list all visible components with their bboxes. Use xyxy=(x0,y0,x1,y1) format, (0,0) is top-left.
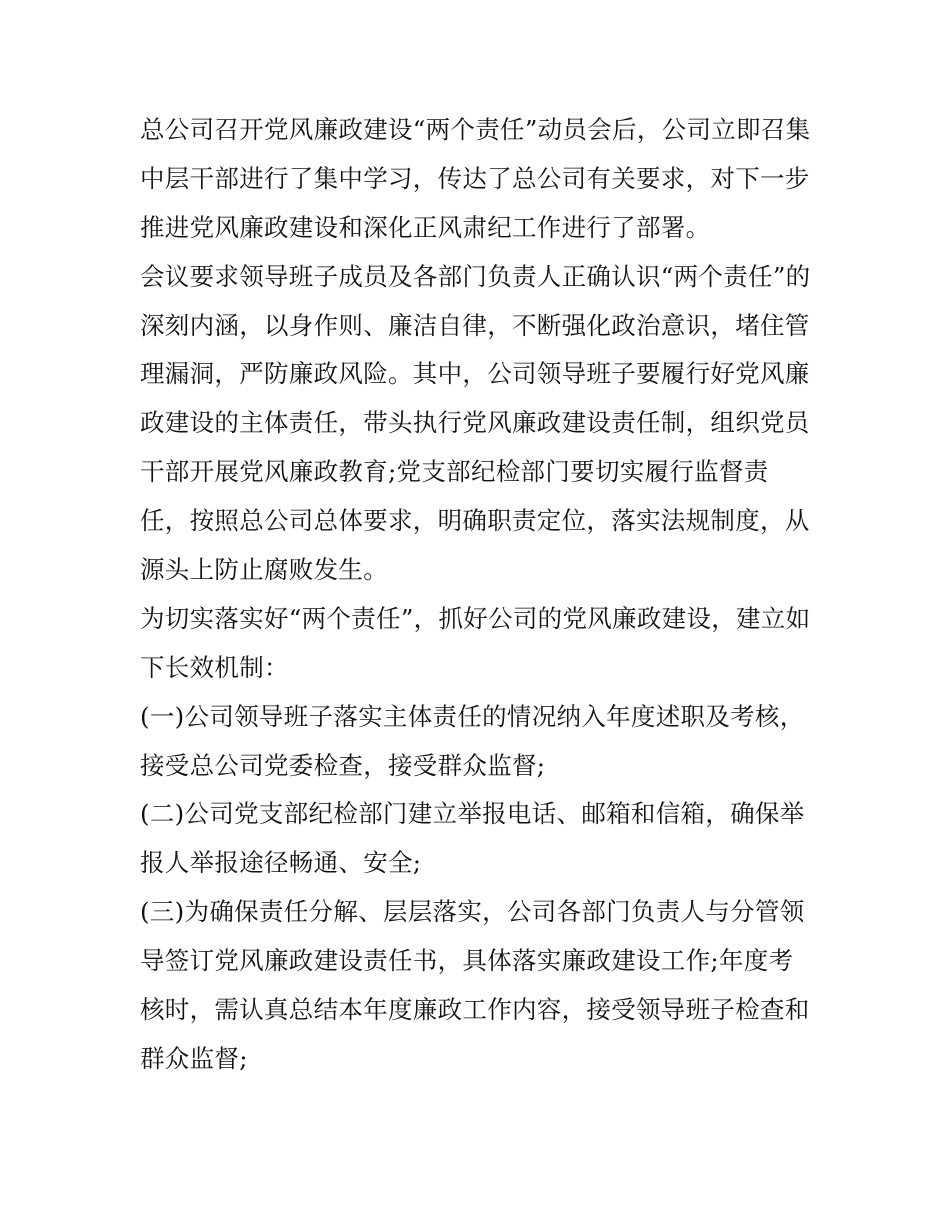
text-line: (三)为确保责任分解、层层落实，公司各部门负责人与分管领 xyxy=(140,897,805,927)
text-line: 导签订党风廉政建设责任书，具体落实廉政建设工作;年度考 xyxy=(140,946,794,976)
text-line: 政建设的主体责任，带头执行党风廉政建设责任制，组织党员 xyxy=(140,408,810,438)
text-line: 为切实落实好“两个责任”，抓好公司的党风廉政建设，建立如 xyxy=(140,603,811,633)
text-line: 群众监督; xyxy=(140,1043,248,1073)
text-line: 会议要求领导班子成员及各部门负责人正确认识“两个责任”的 xyxy=(140,261,811,291)
text-line: 深刻内涵，以身作则、廉洁自律，不断强化政治意识，堵住管 xyxy=(140,310,810,340)
text-line: 下长效机制： xyxy=(140,652,289,682)
text-line: 任，按照总公司总体要求，明确职责定位，落实法规制度，从 xyxy=(140,506,810,536)
text-line: 报人举报途径畅通、安全; xyxy=(140,848,422,878)
text-line: 推进党风廉政建设和深化正风肃纪工作进行了部署。 xyxy=(140,212,711,242)
text-line: (二)公司党支部纪检部门建立举报电话、邮箱和信箱，确保举 xyxy=(140,799,805,829)
text-line: 理漏洞，严防廉政风险。其中，公司领导班子要履行好党风廉 xyxy=(140,359,810,389)
text-line: 核时，需认真总结本年度廉政工作内容，接受领导班子检查和 xyxy=(140,995,810,1025)
text-line: 中层干部进行了集中学习，传达了总公司有关要求，对下一步 xyxy=(140,163,810,193)
text-line: 干部开展党风廉政教育;党支部纪检部门要切实履行监督责 xyxy=(140,457,769,487)
document-body xyxy=(140,106,820,1084)
text-line: 接受总公司党委检查，接受群众监督; xyxy=(140,750,546,780)
text-line: 源头上防止腐败发生。 xyxy=(140,555,388,585)
text-line: 总公司召开党风廉政建设“两个责任”动员会后，公司立即召集 xyxy=(140,115,811,144)
text-line: (一)公司领导班子落实主体责任的情况纳入年度述职及考核， xyxy=(140,701,805,731)
